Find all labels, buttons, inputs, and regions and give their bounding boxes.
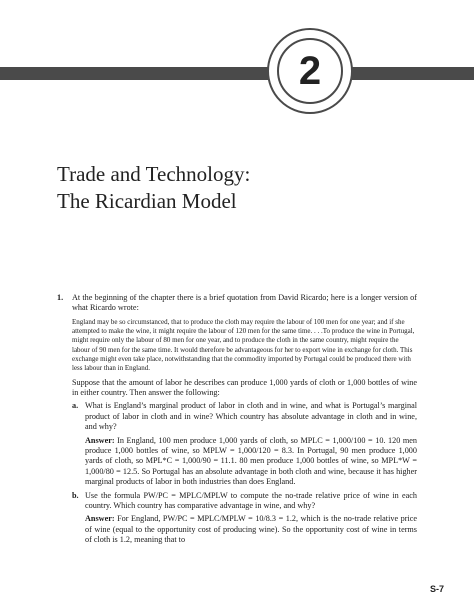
question-body (72, 293, 417, 546)
answer-label: Answer: (85, 435, 115, 445)
answer-text: In England, 100 men produce 1,000 yards of cloth, so MPLC = 1,000/100 = 10. 120 men produce 1,000 bottles of wine, so MPLW = 1,000/120 = 8.3. In Portugal, 90 men produce 1,000 yards of cloth, so MPL*C = 1,000/90 = 11.1. 80 men produce 1,000 bottles of wine, so MPL*W = 1,000/80 = 12.5. So Portugal has an absolute advantage in both cloth and wine, because it has higher marginal products of labor in both industries than does England. (85, 435, 417, 487)
question-setup: Suppose that the amount of labor he describes can produce 1,000 yards of cloth or 1,000 bottles of wine in either country. Then answer the following: (72, 377, 417, 397)
part-answer (85, 436, 417, 488)
chapter-number-badge (277, 38, 343, 104)
part-body (85, 401, 417, 487)
part-label: a. (72, 401, 79, 411)
part-a (72, 401, 417, 487)
chapter-title-line-2: The Ricardian Model (57, 189, 237, 214)
answer-label: Answer: (85, 514, 115, 524)
part-body (85, 491, 417, 546)
part-label: b. (72, 490, 79, 500)
question-1 (57, 293, 417, 546)
part-question: What is England’s marginal product of labor in cloth and in wine, and what is Portugal’s marginal product of labor in cloth and in wine? Which country has absolute advantage in cloth and in wine, and why? (85, 401, 417, 432)
part-b (72, 491, 417, 546)
question-number: 1. (57, 293, 64, 302)
part-answer (85, 514, 417, 545)
question-list (57, 293, 417, 546)
chapter-title (57, 161, 250, 215)
part-question: Use the formula PW/PC = MPLC/MPLW to compute the no-trade relative price of wine in each country. Which country has comparative advantage in wine, and why? (85, 490, 417, 511)
chapter-header-band (0, 67, 474, 80)
answer-text: For England, PW/PC = MPLC/MPLW = 10/8.3 = 1.2, which is the no-trade relative price of wine (equal to the opportunity cost of producing wine). So the opportunity cost of wine in terms of cloth is 1.2, meaning that to (85, 514, 417, 545)
chapter-title-line-1: Trade and Technology: (57, 162, 251, 187)
ricardo-quotation: England may be so circumstanced, that to produce the cloth may require the labour of 100 men for one year; and if she attempted to make the wine, it might require the labour of 120 men for the same time. . . .To produce the wine in Portugal, might require only the labour of 80 men for one year, and to produce the cloth in the same country, might require the labour of 90 men for the same time. It would therefore be advantageous for her to export wine in exchange for cloth. This exchange might even take place, notwithstanding that the commodity imported by Portugal could be produced there with less labour than in England. (72, 317, 415, 373)
question-intro: At the beginning of the chapter there is a brief quotation from David Ricardo; here is a longer version of what Ricardo wrote: (72, 293, 417, 313)
page-number: S-7 (430, 584, 445, 594)
chapter-number: 2 (298, 48, 322, 93)
